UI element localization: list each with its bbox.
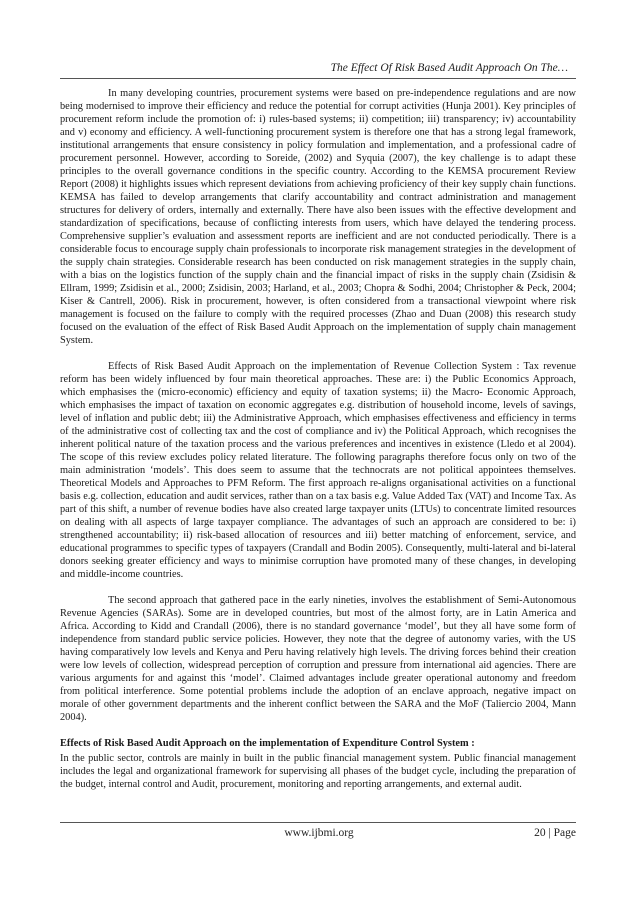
paragraph-revenue-collection: Effects of Risk Based Audit Approach on the implementation of Revenue Collection System : Tax revenue reform has been widely influenced by four main theoretical approaches. These are: i) the Public Economics Approach, which emphasises the (micro-economic) efficiency and equity of taxation systems; ii) the Macro- Economic Approach, which emphasises the impact of taxation on economic aggregates e.g. distribution of household income, levels of savings, level of inflation and public debt; iii) the Administrative Approach, which emphasises effectiveness and efficiency in terms of the administrative cost of collecting tax and the cost of compliance and iv) the Political Approach, which recognises the inherent political nature of the taxation process and the various preferences and incentives in existence (Lledo et al 2004). The scope of this review excludes policy related literature. The following paragraphs therefore focus only on two of the main administration ‘models’. This does seem to assume that the technocrats are not political appointees themselves. Theoretical Models and Approaches to PFM Reform. The first approach re-aligns organisational activities on a functional basis e.g. collection, education and audit services, rather than on a tax basis e.g. Value Added Tax (VAT) and Income Tax. As part of this shift, a number of revenue bodies have also created large taxpayer units (LTUs) to concentrate limited resources on dealing with all aspects of large taxpayer compliance. The advantages of such an approach are considered to be: i) strengthened accountability; ii) risk-based allocation of resources and iii) better matching of enforcement, service, and educational programmes to specific types of taxpayers (Crandall and Bodin 2005). Consequently, multi-lateral and bi-lateral donors seeking greater efficiency and ways to minimise corruption have promoted many of these changes, in developing and middle-income countries. [60,361,576,580]
paragraph-procurement-reform: In many developing countries, procurement systems were based on pre-independence regulations and are now being modernised to improve their efficiency and reduce the potential for corrupt activities (Hunja 2001). Key principles of procurement reform include the promotion of: i) rules-based systems; ii) competition; iii) transparency; iv) accountability and v) economy and efficiency. A well-functioning procurement system is therefore one that has a strong legal framework, institutional arrangements that ensure consistency in policy formulation and implementation, and a professional cadre of procurement personnel. However, according to Soreide, (2002) and Syquia (2007), the key challenge is to adapt these principles to the overall governance conditions in the specific country. According to the KEMSA procurement Review Report (2008) it highlights issues which represent deviations from achieving proficiency of their key supply chain functions. KEMSA has failed to develop arrangements that clarify accountability and contract administration and management structures for delivery of orders, internally and externally. There have also been issues with the effective development and standardization of specifications, because of conflicting interests from users, which have delayed the tendering process. Comprehensive supplier’s evaluation and assessment reports are inefficient and are not conducted periodically. There is a considerable focus to encourage supply chain professionals to incorporate risk management strategies in the development of the supply chain strategies. Considerable research has been conducted on risk management strategies in the supply chain, with a bias on the logistics function of the supply chain and the financial impact of risks in the supply chain (Zsidisin & Ellram, 1999; Zsidisin et al., 2000; Zsidisin, 2003; Harland, et al., 2003; Chopra & Sodhi, 2004; Christopher & Peck, 2004; Kiser & Cantrell, 2006). Risk in procurement, however, is often considered from a transactional viewpoint where risk management is focused on the failure to comply with the required processes (Zhao and Duan (2008) this research study focused on the evaluation of the effect of Risk Based Audit Approach on the implementation of supply chain management System. [60,88,576,346]
footer-url: www.ijbmi.org [284,827,354,839]
paragraph-public-sector-controls: In the public sector, controls are mainly in built in the public financial management system. Public financial management includes the legal and organizational framework for supervising all phases of the budget cycle, including the preparation of the budget, internal control and Audit, procurement, monitoring and reporting arrangements, and external audit. [60,753,576,790]
section-heading-expenditure-control: Effects of Risk Based Audit Approach on the implementation of Expenditure Control System : [60,738,475,749]
page-number: 20 | Page [534,827,576,839]
paragraph-second-approach: The second approach that gathered pace in the early nineties, involves the establishment of Semi-Autonomous Revenue Agencies (SARAs). Some are in developed countries, but most of the almost forty, are in Latin America and Africa. According to Kidd and Crandall (2006), there is no standard governance ‘model’, but they all have some form of independence from standard public service policies. However, they note that the degree of autonomy varies, with the US having comparatively low levels and Kenya and Peru having relatively high levels. The driving forces behind their creation were low levels of collection, widespread perception of corruption and pressure from international aid agencies. There are various arguments for and against this ‘model’. Claimed advantages include greater operational autonomy and freedom from political interference. Some potential problems include the adoption of an enclave approach, negative impact on morale of other government departments and the inherent conflict between the SARA and the MoF (Taliercio 2004, Mann 2004). [60,595,576,723]
page-body [60,87,576,791]
running-header: The Effect Of Risk Based Audit Approach On The… [330,62,568,74]
header-rule [60,78,576,79]
footer-rule [60,822,576,823]
